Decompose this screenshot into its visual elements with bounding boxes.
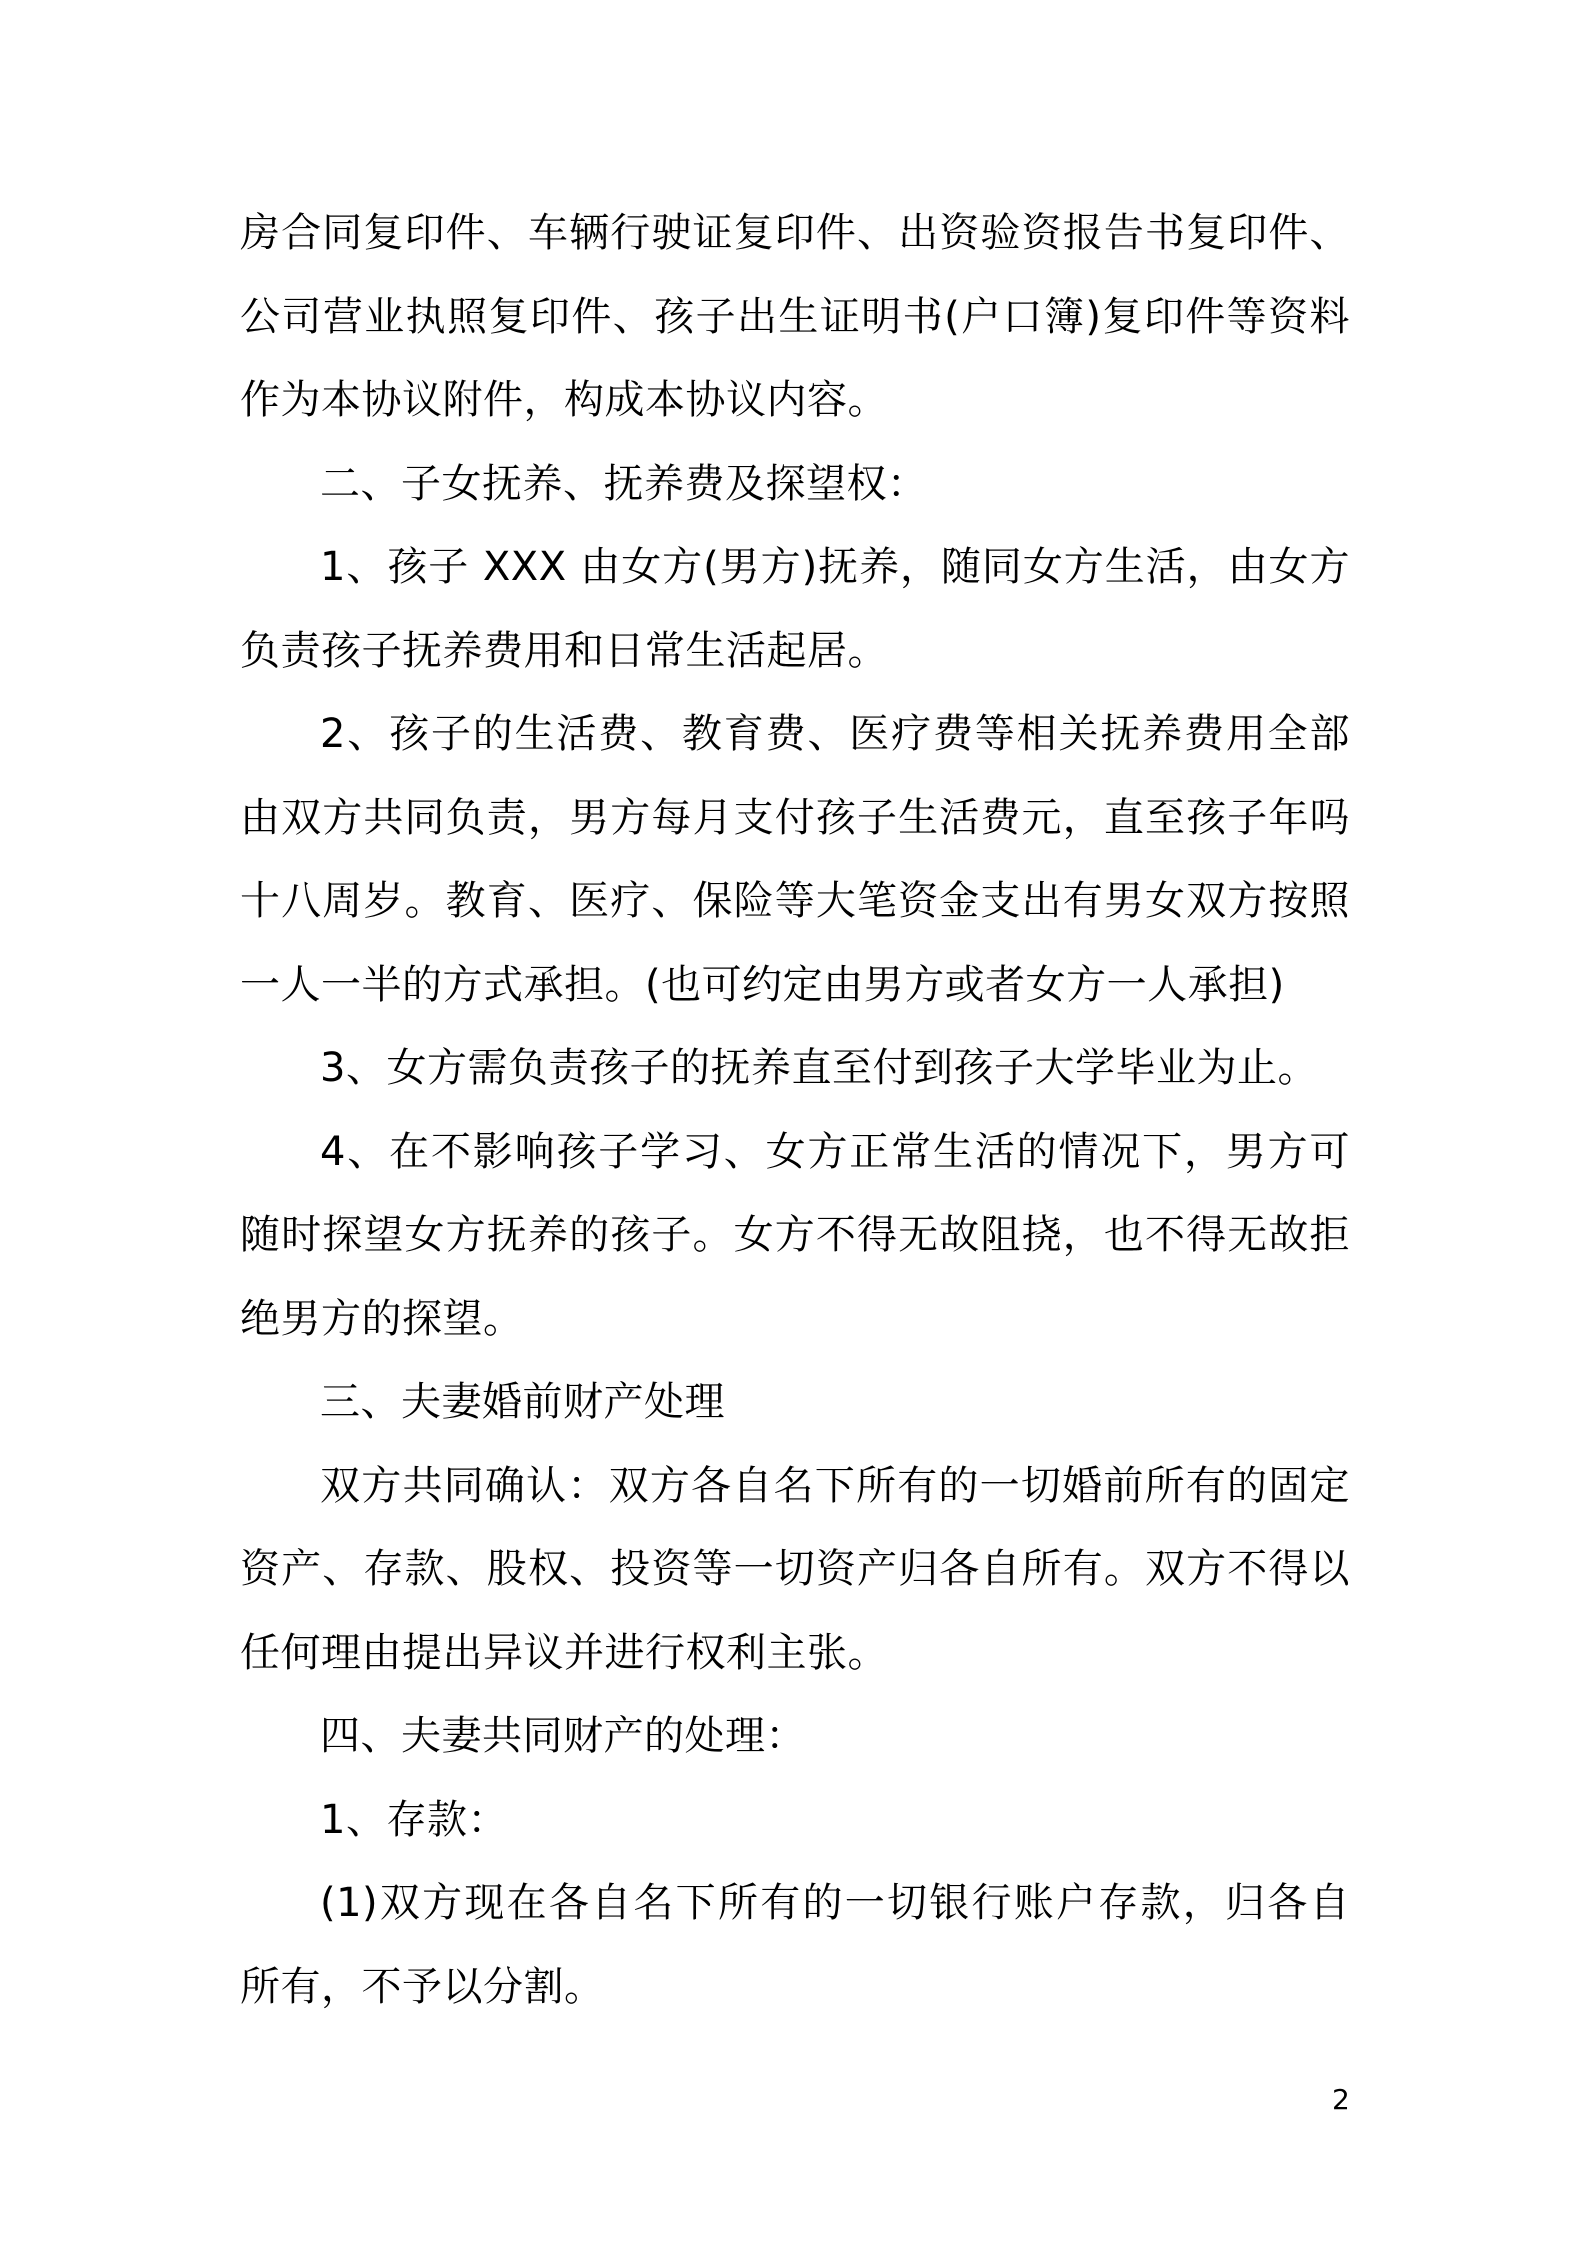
subsection-heading-deposits: 1、存款： xyxy=(320,1796,508,1843)
clause-support-duration: 3、女方需负责孩子的抚养直至付到孩子大学毕业为止。 xyxy=(320,1045,1318,1091)
clause-visitation: 4、在不影响孩子学习、女方正常生活的情况下，男方可随时探望女方抚养的孩子。女方不得无故阻挠，也不得无故拒绝男方的探望。 xyxy=(240,1128,1350,1342)
clause-bank-deposits: (1)双方现在各自名下所有的一切银行账户存款，归各自所有，不予以分割。 xyxy=(240,1880,1350,2010)
page-number: 2 xyxy=(1332,2083,1350,2116)
section-heading-joint-property: 四、夫妻共同财产的处理： xyxy=(320,1713,806,1759)
section-heading-premarital-property: 三、夫妻婚前财产处理 xyxy=(320,1379,725,1425)
paragraph-continuation: 房合同复印件、车辆行驶证复印件、出资验资报告书复印件、公司营业执照复印件、孩子出生证明书(户口簿)复印件等资料作为本协议附件，构成本协议内容。 xyxy=(240,210,1350,423)
document-body xyxy=(240,192,1350,2029)
clause-custody: 1、孩子 XXX 由女方(男方)抚养，随同女方生活，由女方负责孩子抚养费用和日常生活起居。 xyxy=(240,544,1350,674)
clause-support-costs: 2、孩子的生活费、教育费、医疗费等相关抚养费用全部由双方共同负责，男方每月支付孩子生活费元，直至孩子年吗十八周岁。教育、医疗、保险等大笔资金支出有男女双方按照一人一半的方式承担。(也可约定由男方或者女方一人承担) xyxy=(240,711,1350,1008)
section-heading-child-custody: 二、子女抚养、抚养费及探望权： xyxy=(320,460,928,507)
clause-premarital-property: 双方共同确认：双方各自名下所有的一切婚前所有的固定资产、存款、股权、投资等一切资产归各自所有。双方不得以任何理由提出异议并进行权利主张。 xyxy=(240,1462,1350,1676)
